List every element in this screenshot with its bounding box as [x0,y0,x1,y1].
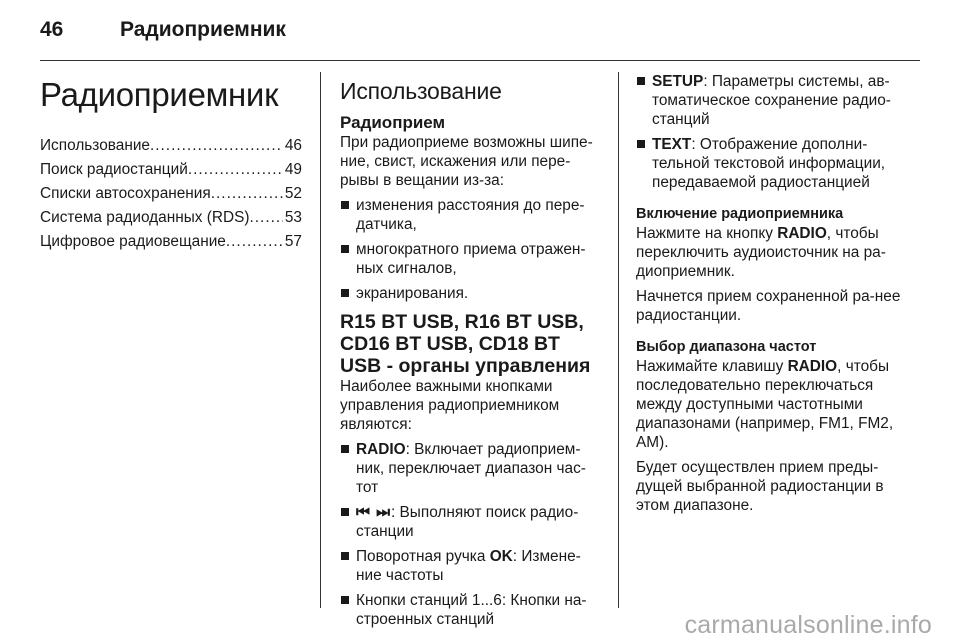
text-part: , чтобы переключить аудиоисточник на ра-диоприемник. [636,225,886,280]
controls-list [340,440,604,629]
switch-on-note: Начнется прием сохраненной ра-нее радиостанции. [636,288,901,324]
toc-entry-title: Система радиоданных (RDS) [40,209,250,226]
toc-leader-dots [211,182,283,206]
toc-leader-dots [226,230,283,254]
band-select-text [636,357,908,452]
item-prefix: Поворотная ручка [356,548,490,565]
item-text: : Измене-ние частоты [356,548,581,584]
list-item [636,135,908,192]
setup-key-label: SETUP [652,73,704,90]
toc-entry-page: 49 [284,161,302,178]
text-key-label: TEXT [652,136,692,153]
text-part: , чтобы последовательно переключаться между доступными частотными диапазонами (например, FM1, FM2, AM). [636,358,894,451]
band-select-heading: Выбор диапазона частот [636,339,817,355]
page-header [40,18,920,58]
toc-leader-dots [150,134,283,158]
text-part: Нажимайте клавишу [636,358,788,375]
list-item: многократного приема отражен-ных сигналов, [340,240,604,278]
list-item: Кнопки станций 1...6: Кнопки на-строенных станций [340,591,604,629]
controls-heading: R15 BT USB, R16 BT USB, CD16 BT USB, CD18 BT USB - органы управления [340,311,591,377]
controls-text: Наиболее важными кнопками управления радиоприемником являются: [340,378,560,433]
radio-key-label: RADIO [356,441,406,458]
reception-heading: Радиоприем [340,113,446,132]
column-1 [40,70,302,254]
toc-entry-title: Цифровое радиовещание [40,233,226,250]
toc-entry-page: 52 [284,185,302,202]
toc-entry-digital-radio[interactable] [40,230,302,254]
radio-key-label: RADIO [777,225,827,242]
item-text: : Выполняют поиск радио-станции [356,504,579,540]
section-title: Использование [340,78,502,104]
toc-entry-autostore-lists[interactable] [40,182,302,206]
switch-on-heading: Включение радиоприемника [636,206,844,222]
list-item: экранирования. [340,284,604,303]
chapter-title: Радиоприемник [40,76,279,113]
radio-key-label: RADIO [787,358,838,375]
table-of-contents [40,134,302,254]
watermark: carmanualsonline.info [684,611,932,639]
reception-list [340,196,604,303]
toc-entry-title: Использование [40,137,150,154]
toc-entry-usage[interactable] [40,134,302,158]
toc-entry-title: Поиск радиостанций [40,161,188,178]
band-select-note: Будет осуществлен прием преды-дущей выбранной радиостанции в этом диапазоне. [636,459,884,514]
switch-on-text [636,224,908,281]
header-divider [40,60,920,61]
toc-leader-dots [250,206,283,230]
list-item: изменения расстояния до пере-датчика, [340,196,604,234]
column-2 [340,70,604,635]
list-item [340,440,604,497]
ok-key-label: OK [489,548,513,565]
column-3 [636,70,908,521]
list-item [636,72,908,129]
item-text: : Отображение дополни-тельной текстовой информации, передаваемой радиостанцией [652,136,886,191]
toc-entry-station-search[interactable] [40,158,302,182]
controls-list-continued [636,72,908,192]
running-title: Радиоприемник [120,18,286,41]
toc-entry-page: 46 [284,137,302,154]
column-divider-1 [320,72,321,608]
seek-buttons-icon: ⏮ ⏭ [356,504,391,521]
toc-leader-dots [188,158,283,182]
toc-entry-title: Списки автосохранения [40,185,211,202]
toc-entry-page: 53 [284,209,302,226]
text-part: Нажмите на кнопку [636,225,778,242]
toc-entry-page: 57 [284,233,302,250]
item-text: : Включает радиоприем-ник, переключает диапазон час-тот [356,441,586,496]
page-number: 46 [40,18,64,41]
item-text: : Параметры системы, ав-томатическое сохранение радио-станций [652,73,891,128]
toc-entry-rds[interactable] [40,206,302,230]
list-item [340,547,604,585]
column-divider-2 [618,72,619,608]
reception-text: При радиоприеме возможны шипе-ние, свист, искажения или пере-рывы в вещании из-за: [340,134,593,189]
list-item [340,503,604,541]
